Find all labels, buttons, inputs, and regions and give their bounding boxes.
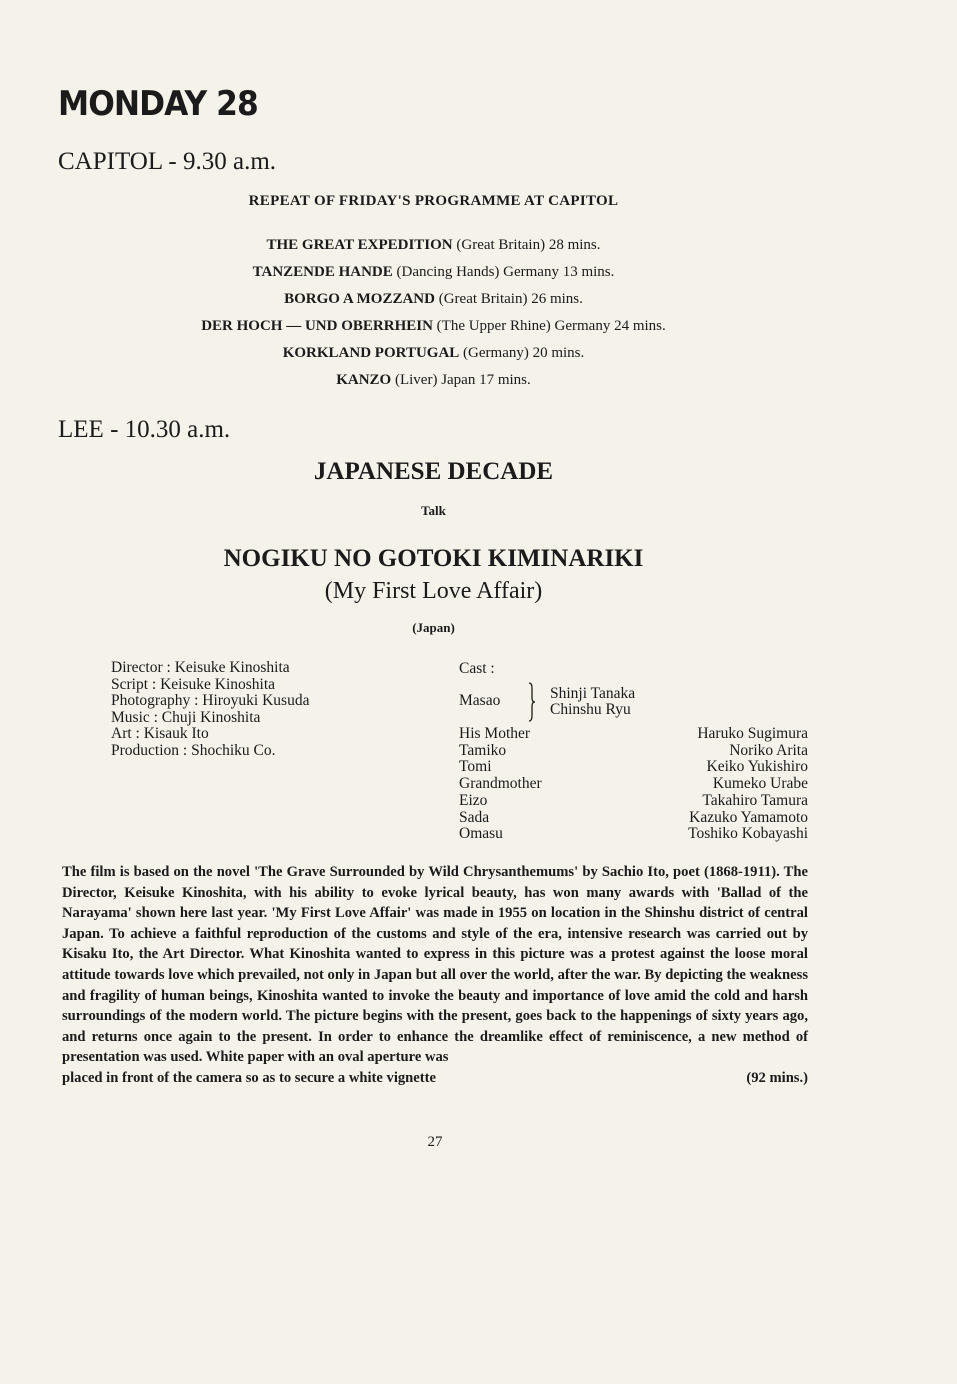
cast-role: Grandmother [459, 775, 542, 793]
capitol-venue: CAPITOL - 9.30 a.m. [58, 148, 277, 175]
film-row: THE GREAT EXPEDITION (Great Britain) 28 mins. [266, 237, 601, 253]
capitol-film-list [0, 232, 912, 394]
credit-line: Photography : Hiroyuki Kusuda [111, 692, 310, 709]
synopsis-ending: placed in front of the camera so as to secure a white vignette [62, 1069, 436, 1086]
runtime-label: (92 mins.) [746, 1069, 808, 1086]
film-row: KORKLAND PORTUGAL (Germany) 20 mins. [282, 345, 585, 361]
film-row: DER HOCH — UND OBERRHEIN (The Upper Rhine) Germany 24 mins. [201, 318, 666, 334]
country-label: (Japan) [412, 620, 455, 635]
cast-actor: Haruko Sugimura [697, 725, 808, 742]
cast-role: Tomi [459, 758, 492, 776]
lee-venue: LEE - 10.30 a.m. [58, 416, 231, 443]
cast-actor: Kazuko Yamamoto [689, 808, 808, 826]
cast-actor: Noriko Arita [729, 741, 808, 759]
day-heading: MONDAY 28 [58, 84, 258, 124]
repeat-note: REPEAT OF FRIDAY'S PROGRAMME AT CAPITOL [248, 193, 619, 209]
cast-role: Eizo [459, 791, 488, 809]
cast-actor: Chinshu Ryu [550, 701, 631, 718]
cast-actor: Shinji Tanaka [550, 685, 636, 702]
cast-role: Tamiko [459, 741, 507, 759]
film-row: TANZENDE HANDE (Dancing Hands) Germany 13 mins. [252, 264, 615, 280]
series-title: JAPANESE DECADE [313, 458, 554, 485]
synopsis-last-line [62, 1068, 808, 1089]
credit-line: Director : Keisuke Kinoshita [111, 659, 290, 676]
cast-actor: Keiko Yukishiro [706, 758, 808, 776]
cast-actor: Toshiko Kobayashi [688, 825, 808, 843]
credits-list [111, 660, 309, 759]
synopsis-body: The film is based on the novel 'The Grave Surrounded by Wild Chrysanthemums' by Sachio Ito, poet (1868-1911). The Director, Keisuke Kinoshita, with his ability to evoke lyrical beauty, has won many awards with 'Ballad of the Narayama' shown here last year. 'My First Love Affair' was made in 1955 on location in the Shinshu district of central Japan. To achieve a faithful reproduction of the customs and style of the era, intensive research was carried out by Kisaku Ito, the Art Director. What Kinoshita wanted to express in this picture was a protest against the loose moral attitude towards love which prevailed, not only in Japan but all over the world, after the war. By depicting the weakness and fragility of human beings, Kinoshita wanted to invoke the beauty and importance of love amid the cold and harsh surroundings of the modern world. The picture begins with the present, goes back to the happenings of sixty years ago, and returns once again to the present. In order to enhance the dreamlike effect of reminiscence, a new method of presentation was used. White paper with an oval aperture was [62, 864, 808, 1066]
cast-actor: Takahiro Tamura [702, 791, 808, 809]
credit-line: Art : Kisauk Ito [111, 725, 209, 742]
film-row: BORGO A MOZZAND (Great Britain) 26 mins. [284, 291, 583, 307]
credit-line: Production : Shochiku Co. [111, 741, 276, 759]
credit-line: Music : Chuji Kinoshita [111, 708, 261, 726]
brace-icon [526, 682, 536, 722]
film-subtitle: (My First Love Affair) [324, 578, 543, 604]
talk-label: Talk [421, 503, 446, 518]
cast-role: Sada [459, 808, 490, 826]
synopsis-paragraph [62, 862, 808, 1089]
masao-actors [550, 686, 635, 718]
page-number: 27 [427, 1134, 443, 1150]
cast-role: His Mother [459, 725, 531, 742]
cast-label: Cast : [459, 660, 495, 677]
cast-actors [600, 726, 808, 843]
cast-roles [459, 726, 542, 843]
cast-role: Masao [459, 692, 501, 709]
cast-actor: Kumeko Urabe [712, 775, 808, 793]
cast-role: Omasu [459, 825, 503, 843]
film-title: NOGIKU NO GOTOKI KIMINARIKI [223, 545, 644, 572]
film-row: KANZO (Liver) Japan 17 mins. [336, 372, 531, 388]
credit-line: Script : Keisuke Kinoshita [111, 675, 276, 693]
